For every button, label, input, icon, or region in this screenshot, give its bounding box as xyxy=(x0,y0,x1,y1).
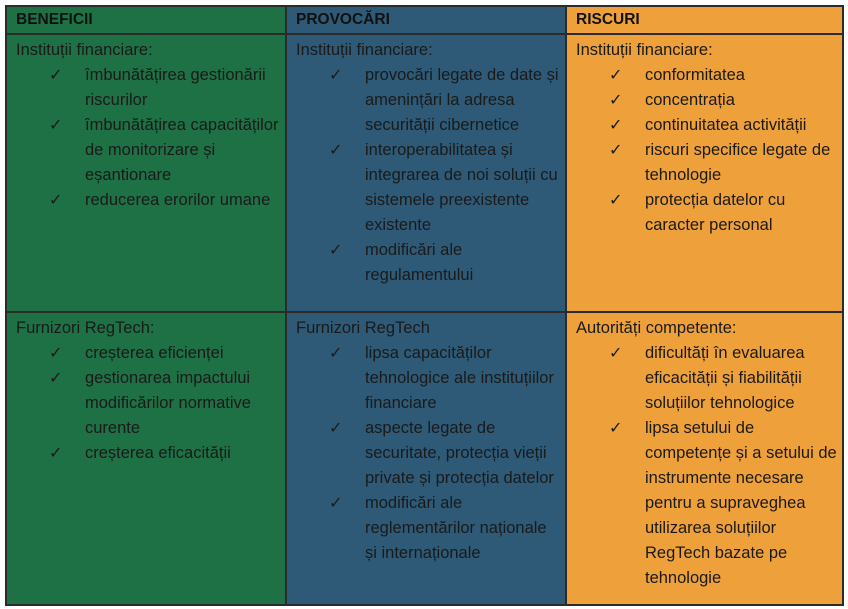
group-title: Furnizori RegTech xyxy=(296,319,430,337)
item-list xyxy=(296,63,565,288)
item-list xyxy=(16,63,285,213)
list-item xyxy=(16,113,285,188)
list-item-text: modificări ale reglementărilor naționale și internaționale xyxy=(365,494,547,562)
list-item xyxy=(16,188,285,213)
regtech-table xyxy=(5,5,844,606)
list-item-text: lipsa setului de competențe și a setului de instrumente necesare pentru a supraveghea utilizarea soluțiilor RegTech bazate pe tehnologie xyxy=(645,419,837,587)
list-item xyxy=(576,341,842,416)
list-item xyxy=(576,138,842,188)
check-icon: ✓ xyxy=(609,67,623,84)
list-item-text: concentrația xyxy=(645,91,735,109)
list-item xyxy=(16,341,285,366)
check-icon: ✓ xyxy=(609,92,623,109)
list-item-text: conformitatea xyxy=(645,66,745,84)
list-item-text: gestionarea impactului modificărilor normative curente xyxy=(85,369,251,437)
list-item xyxy=(576,63,842,88)
header-beneficii: BENEFICII xyxy=(6,6,286,34)
list-item-text: reducerea erorilor umane xyxy=(85,191,271,209)
cell-provocari-furnizori xyxy=(286,312,566,605)
list-item-text: interoperabilitatea și integrarea de noi soluții cu sistemele preexistente existente xyxy=(365,141,558,234)
list-item-text: protecția datelor cu caracter personal xyxy=(645,191,786,234)
check-icon: ✓ xyxy=(329,495,343,512)
check-icon: ✓ xyxy=(609,345,623,362)
cell-beneficii-institutii xyxy=(6,34,286,312)
list-item xyxy=(296,341,565,416)
group-title: Instituții financiare: xyxy=(16,41,153,59)
check-icon: ✓ xyxy=(49,345,63,362)
list-item-text: îmbunătățirea gestionării riscurilor xyxy=(85,66,266,109)
group-title: Instituții financiare: xyxy=(576,41,713,59)
list-item-text: provocări legate de date și amenințări la adresa securității cibernetice xyxy=(365,66,559,134)
list-item xyxy=(16,366,285,441)
list-item xyxy=(296,491,565,566)
check-icon: ✓ xyxy=(609,117,623,134)
group-title: Instituții financiare: xyxy=(296,41,433,59)
list-item xyxy=(296,238,565,288)
list-item-text: continuitatea activității xyxy=(645,116,807,134)
list-item-text: modificări ale regulamentului xyxy=(365,241,474,284)
list-item xyxy=(296,138,565,238)
list-item xyxy=(576,188,842,238)
check-icon: ✓ xyxy=(609,192,623,209)
list-item xyxy=(576,88,842,113)
list-item xyxy=(16,63,285,113)
cell-riscuri-institutii xyxy=(566,34,843,312)
check-icon: ✓ xyxy=(329,345,343,362)
list-item-text: creșterea eficienței xyxy=(85,344,224,362)
list-item xyxy=(576,416,842,591)
list-item xyxy=(16,441,285,466)
cell-riscuri-autoritati xyxy=(566,312,843,605)
group-title: Autorități competente: xyxy=(576,319,737,337)
item-list xyxy=(576,341,842,591)
group-title: Furnizori RegTech: xyxy=(16,319,155,337)
list-item-text: riscuri specifice legate de tehnologie xyxy=(645,141,831,184)
item-list xyxy=(576,63,842,238)
check-icon: ✓ xyxy=(329,242,343,259)
item-list xyxy=(296,341,565,566)
list-item-text: creșterea eficacității xyxy=(85,444,231,462)
check-icon: ✓ xyxy=(609,420,623,437)
item-list xyxy=(16,341,285,466)
list-item-text: aspecte legate de securitate, protecția vieții private și protecția datelor xyxy=(365,419,554,487)
list-item-text: lipsa capacităților tehnologice ale instituțiilor financiare xyxy=(365,344,554,412)
check-icon: ✓ xyxy=(49,445,63,462)
list-item-text: dificultăți în evaluarea eficacității și fiabilității soluțiilor tehnologice xyxy=(645,344,805,412)
check-icon: ✓ xyxy=(329,142,343,159)
check-icon: ✓ xyxy=(49,117,63,134)
list-item xyxy=(576,113,842,138)
cell-beneficii-furnizori xyxy=(6,312,286,605)
list-item xyxy=(296,416,565,491)
cell-provocari-institutii xyxy=(286,34,566,312)
check-icon: ✓ xyxy=(49,192,63,209)
check-icon: ✓ xyxy=(49,370,63,387)
header-provocari: PROVOCĂRI xyxy=(286,6,566,34)
check-icon: ✓ xyxy=(609,142,623,159)
check-icon: ✓ xyxy=(49,67,63,84)
check-icon: ✓ xyxy=(329,67,343,84)
list-item-text: îmbunătățirea capacităților de monitorizare și eșantionare xyxy=(85,116,279,184)
check-icon: ✓ xyxy=(329,420,343,437)
list-item xyxy=(296,63,565,138)
header-riscuri: RISCURI xyxy=(566,6,843,34)
